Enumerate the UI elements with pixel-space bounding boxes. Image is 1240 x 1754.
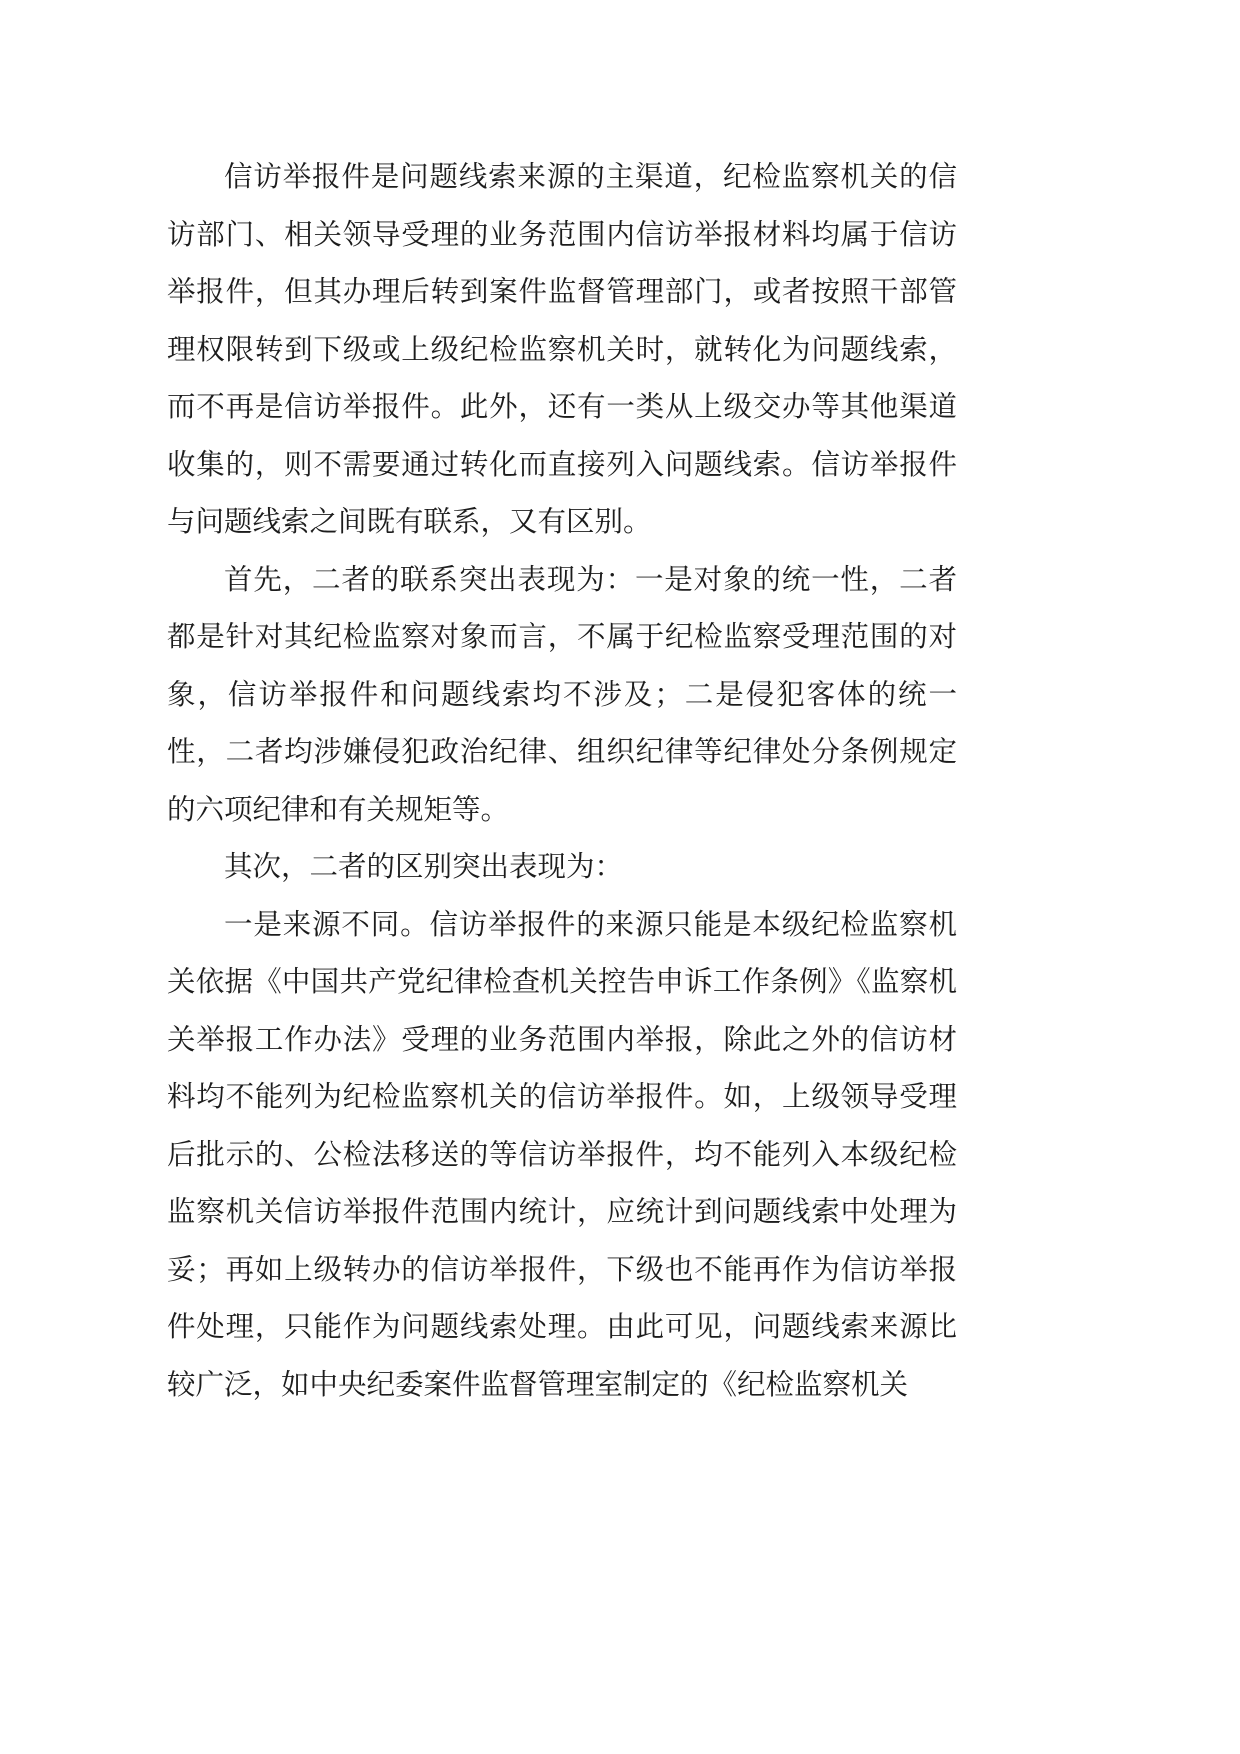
paragraph-connection: 首先，二者的联系突出表现为：一是对象的统一性，二者都是针对其纪检监察对象而言，不属于纪检监察受理范围的对象，信访举报件和问题线索均不涉及；二是侵犯客体的统一性，二者均涉嫌侵犯政治纪律、组织纪律等纪律处分条例规定的六项纪律和有关规矩等。 (167, 562, 957, 826)
paragraph-source-difference: 一是来源不同。信访举报件的来源只能是本级纪检监察机关依据《中国共产党纪律检查机关控告申诉工作条例》《监察机关举报工作办法》受理的业务范围内举报，除此之外的信访材料均不能列为纪检监察机关的信访举报件。如，上级领导受理后批示的、公检法移送的等信访举报件，均不能列入本级纪检监察机关信访举报件范围内统计，应统计到问题线索中处理为妥；再如上级转办的信访举报件，下级也不能再作为信访举报件处理，只能作为问题线索处理。由此可见，问题线索来源比较广泛，如中央纪委案件监督管理室制定的《纪检监察机关 (167, 907, 957, 1401)
document-body (167, 148, 957, 1413)
paragraph-difference-heading: 其次，二者的区别突出表现为： (224, 850, 624, 883)
paragraph-intro: 信访举报件是问题线索来源的主渠道，纪检监察机关的信访部门、相关领导受理的业务范围内信访举报材料均属于信访举报件，但其办理后转到案件监督管理部门，或者按照干部管理权限转到下级或上级纪检监察机关时，就转化为问题线索，而不再是信访举报件。此外，还有一类从上级交办等其他渠道收集的，则不需要通过转化而直接列入问题线索。信访举报件与问题线索之间既有联系，又有区别。 (167, 160, 957, 538)
